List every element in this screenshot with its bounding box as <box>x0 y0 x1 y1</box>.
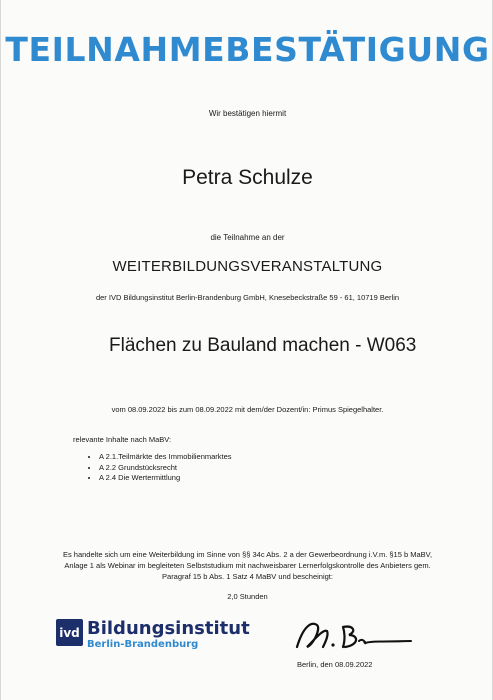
statement-line: Es handelte sich um eine Weiterbildung im Sinne von §§ 34c Abs. 2 a der Gewerbeordnung i.V.m. §15 b MaBV, <box>62 550 433 559</box>
list-item: • A 2.2 Grundstücksrecht <box>99 463 232 474</box>
statement-line: Paragraf 15 b Abs. 1 Satz 4 MaBV und bescheinigt: <box>162 572 333 581</box>
ivd-logo-icon: ivd <box>56 619 83 646</box>
participation-text: die Teilnahme an der <box>210 233 285 242</box>
certificate-title: TEILNAHMEBESTÄTIGUNG <box>5 30 490 69</box>
list-item: • A 2.4 Die Wertermittlung <box>99 473 232 484</box>
contents-label: relevante Inhalte nach MaBV: <box>73 435 172 444</box>
statement-line: Anlage 1 als Webinar im begleiteten Selbststudium mit nachweisbarer Lernerfolgskontrolle des Anbieters gem. <box>64 561 431 570</box>
place-date: Berlin, den 08.09.2022 <box>297 660 373 669</box>
list-item: • A 2.1.Teilmärkte des Immobilienmarktes <box>99 452 232 463</box>
legal-statement <box>1 549 493 582</box>
ivd-logo <box>56 619 250 651</box>
organizer-line: der IVD Bildungsinstitut Berlin-Brandenburg GmbH, Knesebeckstraße 59 - 61, 10719 Berlin <box>95 293 400 302</box>
intro-text: Wir bestätigen hiermit <box>208 109 287 118</box>
logo-sub-text: Berlin-Brandenburg <box>87 639 199 650</box>
signature-image <box>293 617 413 657</box>
course-title: Flächen zu Bauland machen - W063 <box>109 335 417 356</box>
participant-name: Petra Schulze <box>182 166 313 189</box>
event-type: WEITERBILDUNGSVERANSTALTUNG <box>112 258 383 275</box>
logo-main-text: Bildungsinstitut <box>87 618 250 639</box>
contents-list <box>91 452 232 484</box>
hours-text: 2,0 Stunden <box>227 592 268 601</box>
course-dates: vom 08.09.2022 bis zum 08.09.2022 mit dem/der Dozent/in: Primus Spiegelhalter. <box>111 405 384 414</box>
